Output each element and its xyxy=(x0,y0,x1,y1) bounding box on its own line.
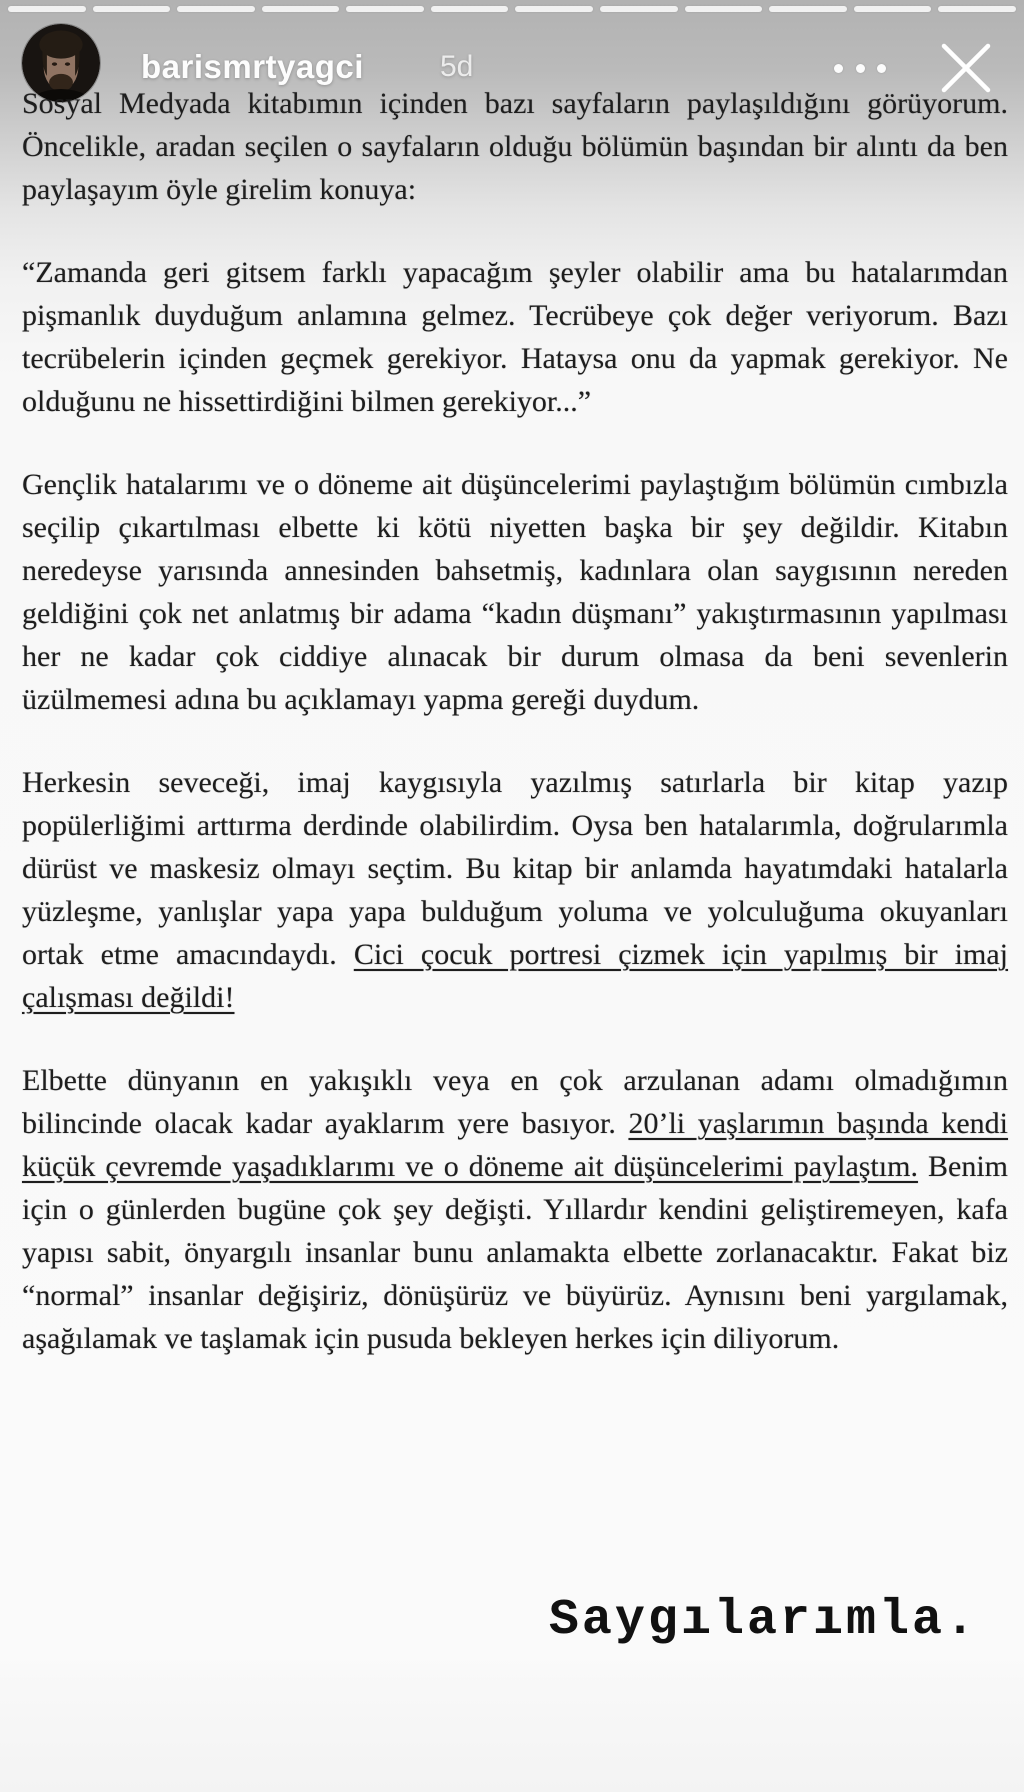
progress-segment xyxy=(93,6,171,12)
signature: Saygılarımla. xyxy=(548,1592,978,1649)
progress-segment xyxy=(854,6,932,12)
story-paragraph xyxy=(22,82,1008,211)
story-paragraph xyxy=(22,251,1008,423)
text-run: Sosyal Medyada kitabımın içinden bazı sayfaların paylaşıldığını görüyorum. Öncelikle, aradan seçilen o sayfaların olduğu bölümün başından bir alıntı da ben paylaşayım öyle girelim konuya: xyxy=(22,87,1008,206)
progress-segment xyxy=(346,6,424,12)
story-paragraph xyxy=(22,1059,1008,1360)
underlined-text-run: 20’li yaşlarımın başında kendi küçük çevremde yaşadıklarımı ve o döneme ait düşüncelerimi paylaştım. xyxy=(22,1107,1008,1183)
story-text xyxy=(22,82,1008,1400)
progress-segment xyxy=(600,6,678,12)
progress-segment xyxy=(177,6,255,12)
more-options-icon[interactable] xyxy=(834,52,886,84)
underlined-text-run: Cici çocuk portresi çizmek için yapılmış bir imaj çalışması değildi! xyxy=(22,938,1008,1014)
progress-segment xyxy=(8,6,86,12)
progress-segment xyxy=(769,6,847,12)
progress-segment xyxy=(262,6,340,12)
progress-segment xyxy=(938,6,1016,12)
story-timestamp: 5d xyxy=(440,50,474,83)
progress-segment xyxy=(515,6,593,12)
story-paragraph xyxy=(22,463,1008,721)
text-run: Herkesin seveceği, imaj kaygısıyla yazılmış satırlarla bir kitap yazıp popülerliğimi arttırma derdinde olabilirdim. Oysa ben hatalarımla, doğrularımla dürüst ve maskesiz olmayı seçtim. Bu kitap bir anlamda hayatımdaki hatalarla yüzleşme, yanlışlar yapa yapa bulduğum yoluma ve yolculuğuma okuyanları ortak etme amacındaydı. xyxy=(22,766,1008,971)
story-paragraph xyxy=(22,761,1008,1019)
text-run: “Zamanda geri gitsem farklı yapacağım şeyler olabilir ama bu hatalarımdan pişmanlık duyduğum anlamına gelmez. Tecrübeye çok değer veriyorum. Bazı tecrübelerin içinden geçmek gerekiyor. Hataysa onu da yapmak gerekiyor. Ne olduğunu ne hissettirdiğini bilmen gerekiyor...” xyxy=(22,256,1008,418)
progress-segment xyxy=(685,6,763,12)
text-run: Benim için o günlerden bugüne çok şey değişti. Yıllardır kendini geliştiremeyen, kafa yapısı sabit, önyargılı insanlar bunu anlamakta elbette zorlanacaktır. Fakat biz “normal” insanlar değişiriz, dönüşürüz ve büyürüz. Aynısını beni yargılamak, aşağılamak ve taşlamak için pusuda bekleyen herkes için diliyorum. xyxy=(22,1150,1008,1355)
username[interactable]: barismrtyagci xyxy=(141,48,364,85)
story-progress-bar xyxy=(8,6,1016,12)
text-run: Gençlik hatalarımı ve o döneme ait düşüncelerimi paylaştığım bölümün cımbızla seçilip çıkartılması elbette ki kötü niyetten başka bir şey değildir. Kitabın neredeyse yarısında annesinden bahsetmiş, kadınlara olan saygısının nereden geldiğini çok net anlatmış bir adama “kadın düşmanı” yakıştırmasının yapılması her ne kadar çok ciddiye alınacak bir durum olmasa da beni sevenlerin üzülmemesi adına bu açıklamayı yapma gereği duydum. xyxy=(22,468,1008,716)
text-run: Elbette dünyanın en yakışıklı veya en çok arzulanan adamı olmadığımın bilincinde olacak kadar ayaklarım yere basıyor. xyxy=(22,1064,1008,1140)
progress-segment xyxy=(431,6,509,12)
